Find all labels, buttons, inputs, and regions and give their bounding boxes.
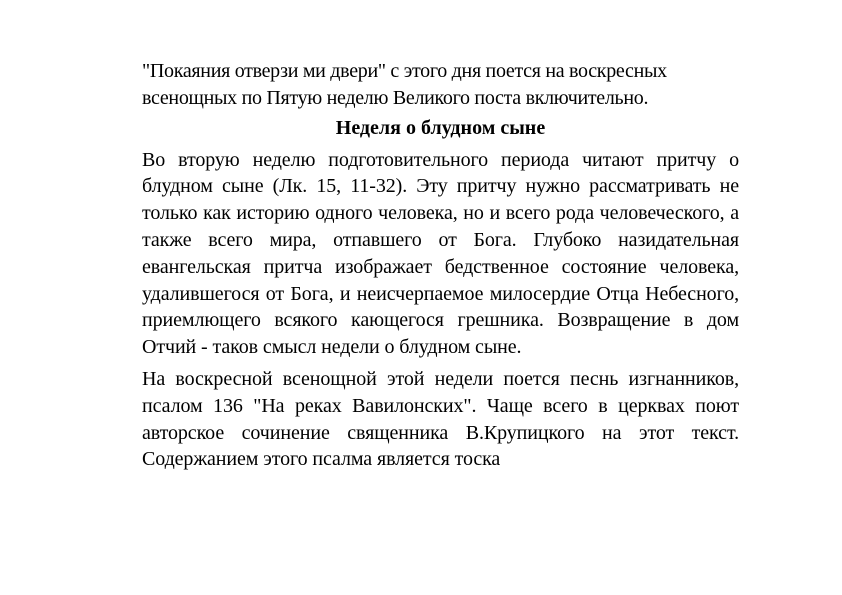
body-paragraph-1: Во вторую неделю подготовительного периода читают притчу о блудном сыне (Лк. 15, 11-32). Эту притчу нужно рассматривать не только как историю одного человека, но и всего рода человеческого, а также всего мира, отпавшего от Бога. Глубоко назидательная евангельская притча изображает бедственное состояние человека, удалившегося от Бога, и неисчерпаемое милосердие Отца Небесного, приемлющего всякого кающегося грешника. Возвращение в дом Отчий - таков смысл недели о блудном сыне.	[142, 148, 739, 359]
document-page	[142, 58, 739, 473]
section-heading: Неделя о блудном сыне	[335, 116, 546, 139]
body-paragraph-2: На воскресной всенощной этой недели поется песнь изгнанников, псалом 136 "На реках Вавилонских". Чаще всего в церквах поют авторское сочинение священника В.Крупицкого на этот текст. Содержанием этого псалма является тоска	[142, 367, 739, 471]
intro-paragraph: "Покаяния отверзи ми двери" с этого дня поется на воскресных всенощных по Пятую неделю Великого поста включительно.	[142, 60, 667, 109]
